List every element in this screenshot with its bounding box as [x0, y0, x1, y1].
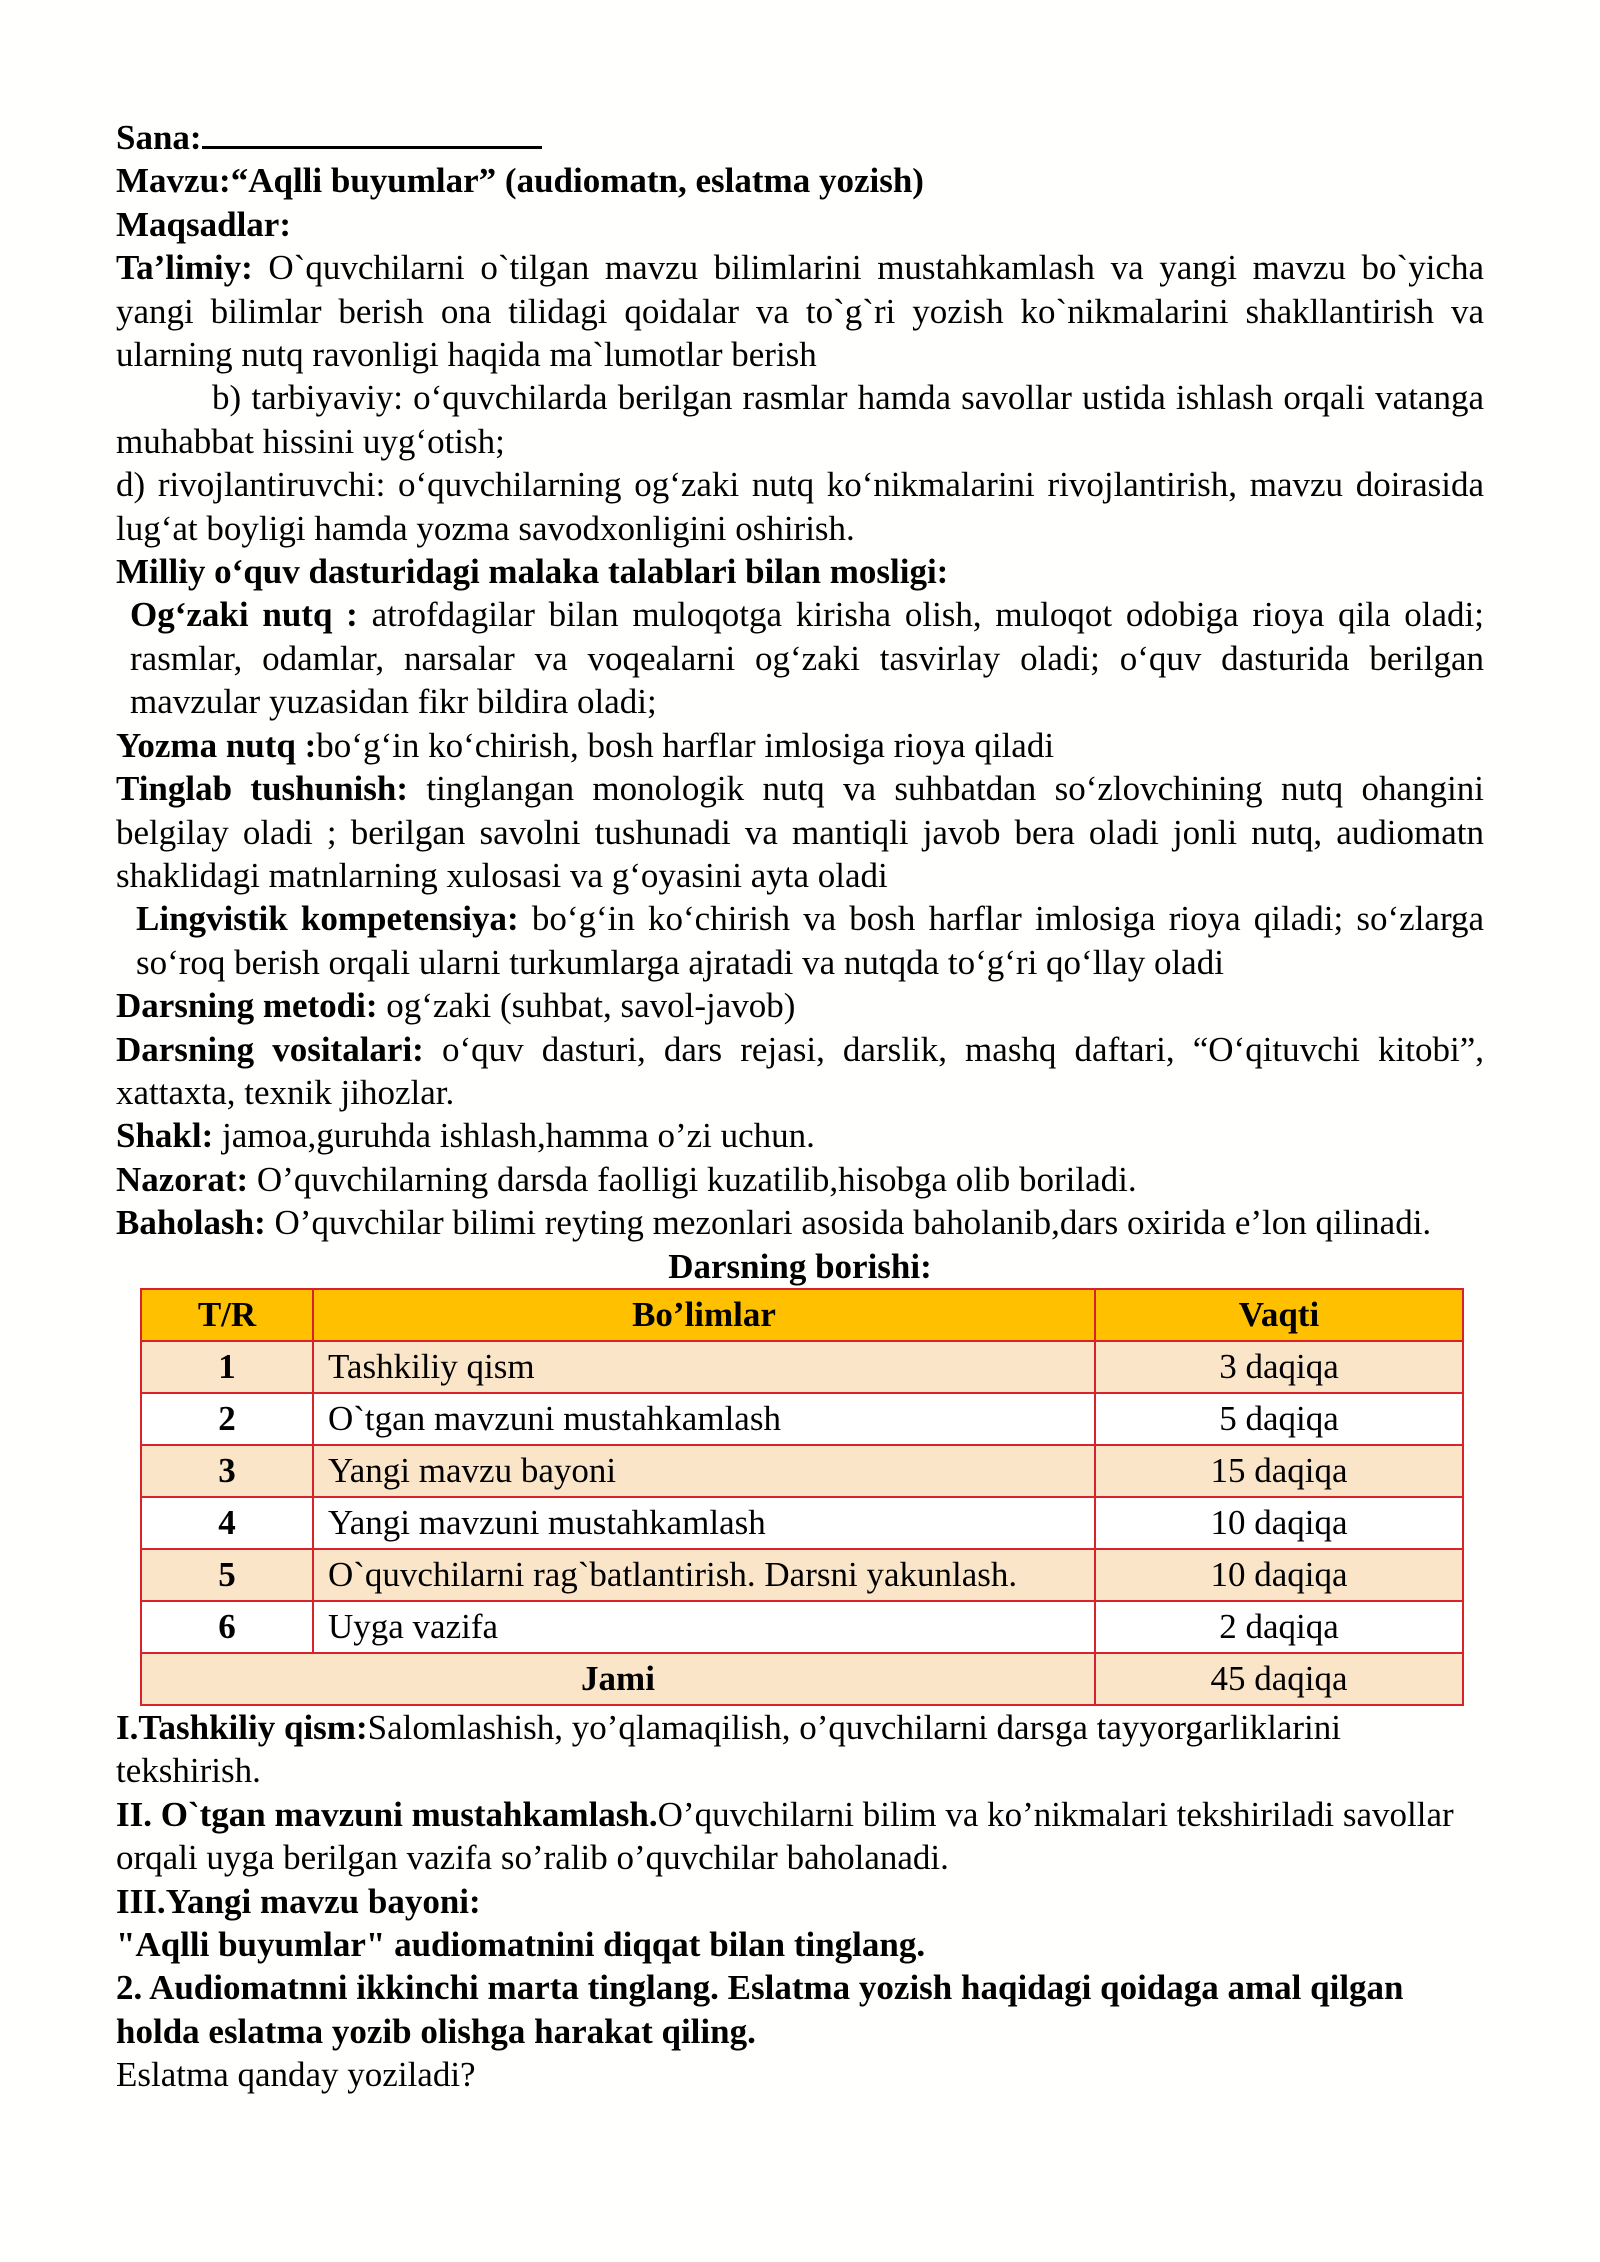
row-section: Yangi mavzu bayoni — [313, 1445, 1095, 1497]
oral-label: Og‘zaki nutq : — [130, 595, 358, 635]
row-section: O`tgan mavzuni mustahkamlash — [313, 1393, 1095, 1445]
method-text: og‘zaki (suhbat, savol-javob) — [377, 986, 796, 1026]
educational-label: Ta’limiy: — [116, 248, 253, 288]
topic-label: Mavzu: — [116, 161, 231, 201]
lesson-form — [116, 1114, 1484, 1157]
task-1: "Aqlli buyumlar" audiomatnini diqqat bilan tinglang. — [116, 1925, 926, 1964]
date-line — [116, 116, 1484, 159]
table-header-row — [141, 1289, 1463, 1341]
date-blank — [202, 118, 542, 149]
listening-label: Tinglab tushunish: — [116, 769, 409, 809]
row-time: 10 daqiqa — [1095, 1497, 1463, 1549]
row-number: 2 — [141, 1393, 313, 1445]
task-2: 2. Audiomatnni ikkinchi marta tinglang. Eslatma yozish haqidagi qoidaga amal qilgan holda eslatma yozib olishga harakat qiling. — [116, 1968, 1404, 2051]
method-label: Darsning metodi: — [116, 986, 378, 1026]
row-number: 6 — [141, 1601, 313, 1653]
linguistic-competence — [116, 897, 1484, 984]
row-number: 3 — [141, 1445, 313, 1497]
topic-line — [116, 159, 1484, 202]
date-label: Sana: — [116, 118, 202, 157]
form-label: Shakl: — [116, 1116, 214, 1156]
lesson-control — [116, 1158, 1484, 1201]
row-number: 1 — [141, 1341, 313, 1393]
table-row — [141, 1445, 1463, 1497]
header-time: Vaqti — [1095, 1289, 1463, 1341]
stage-2-text: O’quvchilarni bilim va ko’nikmalari tekshiriladi savollar orqali uyga berilgan vazifa so’ralib o’quvchilar baholanadi. — [116, 1794, 1454, 1878]
header-tr: T/R — [141, 1289, 313, 1341]
stage-1-text: Salomlashish, yo’qlamaqilish, o’quvchilarni darsga tayyorgarliklarini tekshirish. — [116, 1707, 1341, 1791]
row-time: 15 daqiqa — [1095, 1445, 1463, 1497]
lesson-method — [116, 984, 1484, 1027]
closing-question: Eslatma qanday yoziladi? — [116, 2055, 476, 2095]
topic-value: “Aqlli buyumlar” (audiomatn, eslatma yozish) — [230, 161, 924, 201]
educational-text: O`quvchilarni o`tilgan mavzu bilimlarini mustahkamlash va yangi mavzu bo`yicha yangi bilimlar berish ona tilidagi qoidalar va to`g`ri yozish ko`nikmalarini shakllantirish va ularning nutq ravonligi haqida ma`lumotlar berish — [116, 248, 1484, 375]
tools-text: o‘quv dasturi, dars rejasi, darslik, mashq daftari, “O‘qituvchi kitobi”, xattaxta, texnik jihozlar. — [116, 1029, 1484, 1112]
stage-1 — [116, 1706, 1484, 1793]
tools-label: Darsning vositalari: — [116, 1029, 424, 1069]
linguistic-label: Lingvistik kompetensiya: — [136, 899, 519, 939]
written-label: Yozma nutq : — [116, 725, 317, 765]
header-sections: Bo’limlar — [313, 1289, 1095, 1341]
row-time: 3 daqiqa — [1095, 1341, 1463, 1393]
table-row — [141, 1393, 1463, 1445]
stage-3-heading: III.Yangi mavzu bayoni: — [116, 1881, 481, 1921]
upbringing-goal: b) tarbiyaviy: o‘quvchilarda berilgan rasmlar hamda savollar ustida ishlash orqali vatanga muhabbat hissini uyg‘otish; — [116, 378, 1484, 461]
stage-2 — [116, 1793, 1484, 1880]
lesson-tools — [116, 1028, 1484, 1115]
written-text: bo‘g‘in ko‘chirish, bosh harflar imlosiga rioya qiladi — [316, 725, 1055, 765]
lesson-grading — [116, 1201, 1484, 1244]
row-section: Uyga vazifa — [313, 1601, 1095, 1653]
total-time: 45 daqiqa — [1095, 1653, 1463, 1705]
linguistic-text: bo‘g‘in ko‘chirish va bosh harflar imlosiga rioya qiladi; so‘zlarga so‘roq berish orqali ularni turkumlarga ajratadi va nutqda to‘g‘ri qo‘llay oladi — [136, 899, 1485, 982]
written-speech — [116, 724, 1484, 767]
goals-heading: Maqsadlar: — [116, 204, 291, 244]
grading-text: O’quvchilar bilimi reyting mezonlari asosida baholanib,dars oxirida e’lon qilinadi. — [265, 1203, 1432, 1243]
developing-goal: d) rivojlantiruvchi: o‘quvchilarning og‘zaki nutq ko‘nikmalarini rivojlantirish, mavzu doirasida lug‘at boyligi hamda yozma savodxonligini oshirish. — [116, 465, 1484, 548]
control-text: O’quvchilarning darsda faolligi kuzatilib,hisobga olib boriladi. — [248, 1159, 1137, 1199]
oral-speech — [116, 593, 1484, 723]
row-section: O`quvchilarni rag`batlantirish. Darsni yakunlash. — [313, 1549, 1095, 1601]
listening-text: tinglangan monologik nutq va suhbatdan so‘zlovchining nutq ohangini belgilay oladi ; berilgan savolni tushunadi va mantiqli javob bera oladi jonli nutq, audiomatn shaklidagi matnlarning xulosasi va g‘oyasini ayta oladi — [116, 769, 1484, 895]
form-text: jamoa,guruhda ishlash,hamma o’zi uchun. — [213, 1116, 815, 1156]
table-total-row — [141, 1653, 1463, 1705]
row-time: 10 daqiqa — [1095, 1549, 1463, 1601]
listening — [116, 767, 1484, 897]
row-number: 5 — [141, 1549, 313, 1601]
table-row — [141, 1341, 1463, 1393]
stage-2-label: II. O`tgan mavzuni mustahkamlash. — [116, 1794, 658, 1834]
lesson-table-title: Darsning borishi: — [668, 1246, 932, 1286]
lesson-plan-table — [140, 1288, 1464, 1706]
control-label: Nazorat: — [116, 1159, 249, 1199]
table-row — [141, 1497, 1463, 1549]
table-row — [141, 1549, 1463, 1601]
row-time: 2 daqiqa — [1095, 1601, 1463, 1653]
table-row — [141, 1601, 1463, 1653]
row-section: Yangi mavzuni mustahkamlash — [313, 1497, 1095, 1549]
oral-text: atrofdagilar bilan muloqotga kirisha olish, muloqot odobiga rioya qila oladi; rasmlar, odamlar, narsalar va voqealarni og‘zaki tasvirlay oladi; o‘quv dasturida berilgan mavzular yuzasidan fikr bildira oladi; — [130, 595, 1485, 722]
educational-goal — [116, 246, 1484, 376]
row-number: 4 — [141, 1497, 313, 1549]
standards-heading: Milliy o‘quv dasturidagi malaka talablari bilan mosligi: — [116, 552, 949, 592]
stage-1-label: I.Tashkiliy qism: — [116, 1707, 368, 1747]
row-time: 5 daqiqa — [1095, 1393, 1463, 1445]
grading-label: Baholash: — [116, 1203, 266, 1243]
total-label: Jami — [141, 1653, 1095, 1705]
row-section: Tashkiliy qism — [313, 1341, 1095, 1393]
